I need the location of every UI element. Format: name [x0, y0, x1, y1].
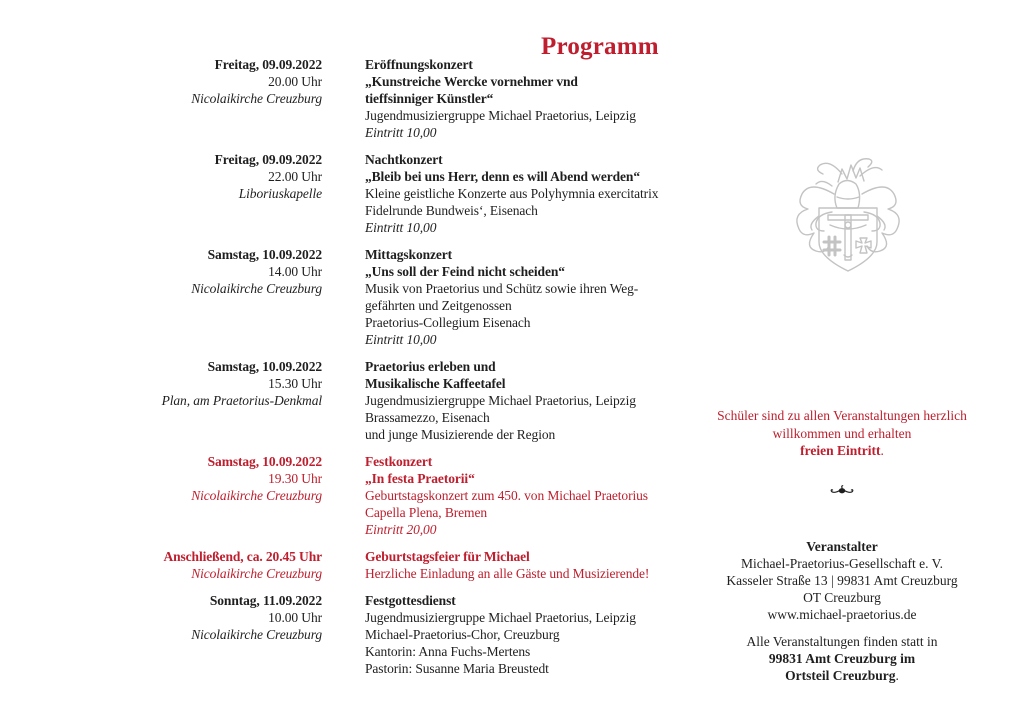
organizer-heading: Veranstalter [806, 539, 878, 554]
event-title-line: Praetorius erleben und [365, 359, 496, 374]
location-note-period: . [895, 668, 899, 683]
event-detail-line: Kantorin: Anna Fuchs-Mertens [365, 644, 531, 659]
event-detail-line: Brassamezzo, Eisenach [365, 410, 490, 425]
event-when [128, 548, 322, 582]
students-note-line: Schüler sind zu allen Veranstaltungen herzlich [717, 408, 967, 423]
organizer-line: Kasseler Straße 13 | 99831 Amt Creuzburg [726, 573, 958, 588]
location-note-line: Alle Veranstaltungen finden statt in [746, 634, 938, 649]
event-venue: Nicolaikirche Creuzburg [191, 488, 322, 503]
event-title-line: Mittagskonzert [365, 247, 453, 262]
event-time: 14.00 Uhr [268, 264, 322, 279]
event-detail-line: gefährten und Zeitgenossen [365, 298, 512, 313]
event-venue: Nicolaikirche Creuzburg [191, 627, 322, 642]
schedule-list [128, 56, 688, 687]
schedule-block [128, 246, 688, 348]
coat-of-arms-graphic [772, 154, 922, 291]
event-venue: Nicolaikirche Creuzburg [191, 566, 322, 581]
event-time: 22.00 Uhr [268, 169, 322, 184]
free-admission-text: freien Eintritt [800, 443, 881, 458]
location-note-bold-line: 99831 Amt Creuzburg im [768, 651, 916, 666]
students-note-line [698, 442, 986, 460]
event-detail-line: und junge Musizierende der Region [365, 427, 556, 442]
event-info [365, 453, 688, 538]
event-title-line: „Kunstreiche Wercke vornehmer vnd [365, 74, 578, 89]
schedule-block [128, 548, 688, 582]
event-detail-line: Capella Plena, Bremen [365, 505, 487, 520]
event-title-line: Eröffnungskonzert [365, 57, 473, 72]
event-detail-line: Michael-Praetorius-Chor, Creuzburg [365, 627, 560, 642]
organizer-block [698, 538, 986, 623]
schedule-block [128, 56, 688, 141]
event-time: 19.30 Uhr [268, 471, 322, 486]
event-title-line: tieffsinniger Künstler“ [365, 91, 494, 106]
event-detail-line: Fidelrunde Bundweis‘, Eisenach [365, 203, 538, 218]
event-when [128, 453, 322, 538]
event-detail-line: Pastorin: Susanne Maria Breustedt [365, 661, 549, 676]
event-info [365, 56, 688, 141]
event-detail-line: Geburtstagskonzert zum 450. von Michael Praetorius [365, 488, 648, 503]
fleuron-ornament-icon [698, 483, 986, 502]
event-detail-line: Herzliche Einladung an alle Gäste und Musizierende! [365, 566, 650, 581]
event-detail-line: Jugendmusiziergruppe Michael Praetorius, Leipzig [365, 108, 636, 123]
event-detail-line: Kleine geistliche Konzerte aus Polyhymnia exercitatrix [365, 186, 659, 201]
event-admission: Eintritt 10,00 [365, 125, 437, 140]
organizer-line: Michael-Praetorius-Gesellschaft e. V. [741, 556, 943, 571]
event-date: Sonntag, 11.09.2022 [209, 593, 322, 608]
event-when [128, 358, 322, 443]
note-period: . [880, 443, 884, 458]
event-info [365, 548, 688, 582]
page-title: Programm [541, 33, 659, 60]
event-time: 15.30 Uhr [268, 376, 322, 391]
schedule-block [128, 453, 688, 538]
event-detail-line: Jugendmusiziergruppe Michael Praetorius, Leipzig [365, 610, 636, 625]
event-when [128, 151, 322, 236]
event-venue: Liboriuskapelle [238, 186, 322, 201]
event-info [365, 151, 688, 236]
event-time: 10.00 Uhr [268, 610, 322, 625]
event-date: Samstag, 10.09.2022 [207, 247, 322, 262]
event-date: Samstag, 10.09.2022 [207, 359, 322, 374]
organizer-line: OT Creuzburg [803, 590, 881, 605]
event-title-line: „Bleib bei uns Herr, denn es will Abend werden“ [365, 169, 640, 184]
event-admission: Eintritt 20,00 [365, 522, 437, 537]
event-info [365, 246, 688, 348]
event-title-line: Festgottesdienst [365, 593, 456, 608]
event-info [365, 592, 688, 677]
event-title-line: Musikalische Kaffeetafel [365, 376, 506, 391]
event-title-line: „In festa Praetorii“ [365, 471, 475, 486]
event-time: 20.00 Uhr [268, 74, 322, 89]
event-date: Freitag, 09.09.2022 [214, 152, 322, 167]
event-venue: Nicolaikirche Creuzburg [191, 281, 322, 296]
event-info [365, 358, 688, 443]
event-title-line: Geburtstagsfeier für Michael [365, 549, 530, 564]
event-admission: Eintritt 10,00 [365, 332, 437, 347]
schedule-block [128, 358, 688, 443]
event-when [128, 246, 322, 348]
event-detail-line: Musik von Praetorius und Schütz sowie ihren Weg- [365, 281, 639, 296]
location-note-bold-line: Ortsteil Creuzburg. [785, 668, 899, 683]
event-when [128, 592, 322, 677]
event-when [128, 56, 322, 141]
event-venue: Nicolaikirche Creuzburg [191, 91, 322, 106]
event-detail-line: Praetorius-Collegium Eisenach [365, 315, 531, 330]
location-note [698, 633, 986, 684]
event-date: Freitag, 09.09.2022 [214, 57, 322, 72]
event-title-line: Festkonzert [365, 454, 433, 469]
event-title-line: Nachtkonzert [365, 152, 443, 167]
event-title-line: „Uns soll der Feind nicht scheiden“ [365, 264, 565, 279]
event-detail-line: Jugendmusiziergruppe Michael Praetorius, Leipzig [365, 393, 636, 408]
students-note [698, 407, 986, 460]
event-date: Samstag, 10.09.2022 [207, 454, 322, 469]
schedule-block [128, 151, 688, 236]
event-date: Anschließend, ca. 20.45 Uhr [163, 549, 322, 564]
schedule-block [128, 592, 688, 677]
event-venue: Plan, am Praetorius-Denkmal [161, 393, 322, 408]
students-note-line: willkommen und erhalten [772, 425, 912, 441]
organizer-website: www.michael-praetorius.de [767, 607, 917, 622]
event-admission: Eintritt 10,00 [365, 220, 437, 235]
